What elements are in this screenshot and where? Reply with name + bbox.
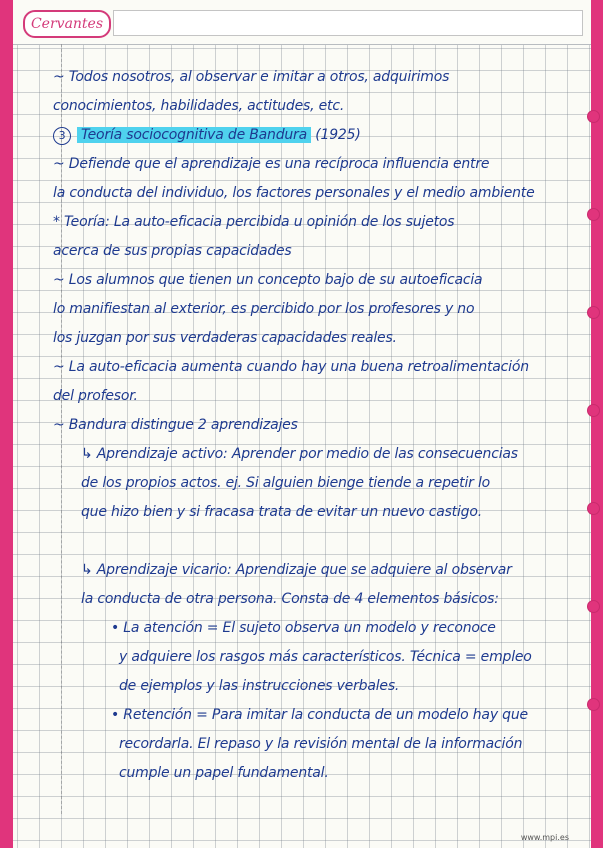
highlighted-title: Teoría sociocognitiva de Bandura	[77, 127, 311, 143]
cervantes-logo	[23, 10, 111, 38]
note-line: • La atención = El sujeto observa un modelo y reconoce	[111, 620, 496, 636]
binder-hole	[587, 110, 600, 123]
note-line: acerca de sus propias capacidades	[53, 243, 292, 259]
page-header	[13, 0, 591, 45]
note-line: de ejemplos y las instrucciones verbales.	[119, 678, 400, 694]
note-line: ↳ Aprendizaje vicario: Aprendizaje que se adquiere al observar	[81, 562, 512, 578]
note-line: ~ Los alumnos que tienen un concepto bajo de su autoeficacia	[53, 272, 483, 288]
note-line: del profesor.	[53, 388, 138, 404]
binder-hole	[587, 306, 600, 319]
binder-hole	[587, 208, 600, 221]
header-title-box	[113, 10, 583, 36]
note-line: la conducta del individuo, los factores personales y el medio ambiente	[53, 185, 535, 201]
note-line: conocimientos, habilidades, actitudes, etc.	[53, 98, 345, 114]
note-line: lo manifiestan al exterior, es percibido por los profesores y no	[53, 301, 475, 317]
section-heading	[53, 121, 573, 150]
note-line	[53, 527, 573, 556]
note-line: • Retención = Para imitar la conducta de un modelo hay que	[111, 707, 528, 723]
notebook-page	[13, 0, 591, 848]
note-line: recordarla. El repaso y la revisión mental de la información	[119, 736, 523, 752]
note-line: cumple un papel fundamental.	[119, 765, 329, 781]
note-line: ↳ Aprendizaje activo: Aprender por medio de las consecuencias	[81, 446, 518, 462]
note-line: de los propios actos. ej. Si alguien bienge tiende a repetir lo	[81, 475, 491, 491]
binder-hole	[587, 404, 600, 417]
logo-text: Cervantes	[30, 16, 104, 32]
note-line: ~ Defiende que el aprendizaje es una recíproca influencia entre	[53, 156, 490, 172]
binder-hole	[587, 502, 600, 515]
binder-hole	[587, 600, 600, 613]
section-number: 3	[53, 127, 71, 145]
binder-holes	[587, 0, 601, 848]
note-line: y adquiere los rasgos más característicos. Técnica = empleo	[119, 649, 532, 665]
note-line: los juzgan por sus verdaderas capacidades reales.	[53, 330, 397, 346]
note-line: ~ La auto-eficacia aumenta cuando hay una buena retroalimentación	[53, 359, 529, 375]
handwritten-notes	[53, 63, 573, 788]
note-line: ~ Bandura distingue 2 aprendizajes	[53, 417, 298, 433]
note-line: que hizo bien y si fracasa trata de evitar un nuevo castigo.	[81, 504, 482, 520]
binder-hole	[587, 698, 600, 711]
section-year: (1925)	[311, 127, 361, 143]
footer-url: www.mpi.es	[520, 833, 569, 842]
note-line: * Teoría: La auto-eficacia percibida u opinión de los sujetos	[53, 214, 455, 230]
note-line: la conducta de otra persona. Consta de 4 elementos básicos:	[81, 591, 499, 607]
note-line: ~ Todos nosotros, al observar e imitar a otros, adquirimos	[53, 69, 450, 85]
